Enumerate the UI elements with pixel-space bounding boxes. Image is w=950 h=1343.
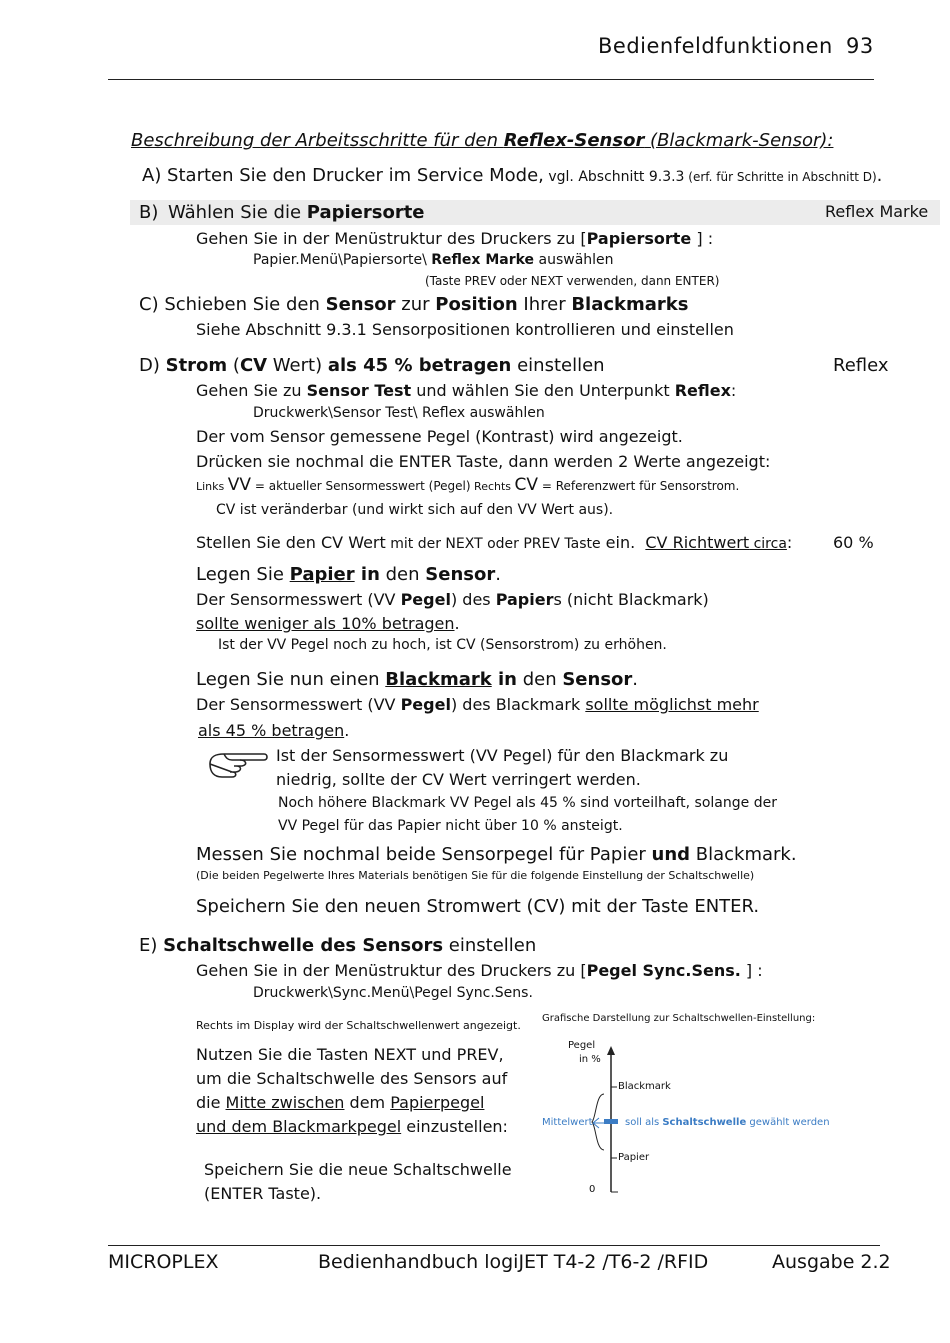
header-rule — [108, 79, 874, 80]
step-d-line5: Links VV = aktueller Sensormesswert (Pegel) Rechts CV = Referenzwert für Sensorstrom. — [196, 475, 740, 495]
header-title: Bedienfeldfunktionen — [598, 34, 833, 58]
step-e-save1: Speichern Sie die neue Schaltschwelle — [204, 1160, 512, 1179]
step-a: A) Starten Sie den Drucker im Service Mode, vgl. Abschnitt 9.3.3 (erf. für Schritte in Abschnitt D). — [142, 165, 883, 186]
note-line4: VV Pegel für das Papier nicht über 10 % ansteigt. — [278, 818, 623, 834]
step-b-line3: (Taste PREV oder NEXT verwenden, dann ENTER) — [425, 274, 720, 288]
measure-line2: (Die beiden Pegelwerte Ihres Materials benötigen Sie für die folgende Einstellung der Schaltschwelle) — [196, 869, 755, 882]
paper-heading: Legen Sie Papier in den Sensor. — [196, 564, 501, 585]
diagram-blackmark-label: Blackmark — [618, 1081, 671, 1092]
step-e-use4: und dem Blackmarkpegel einzustellen: — [196, 1117, 508, 1136]
step-b-line1: Gehen Sie in der Menüstruktur des Druckers zu [Papiersorte ] : — [196, 229, 714, 248]
diagram-zero: 0 — [589, 1184, 596, 1195]
step-b-title: Wählen Sie die Papiersorte — [168, 202, 425, 223]
footer-right: Ausgabe 2.2 — [772, 1251, 891, 1273]
step-d-right: Reflex — [833, 355, 889, 376]
diagram-axis-label-1: Pegel — [568, 1040, 596, 1051]
step-e-save2: (ENTER Taste). — [204, 1184, 322, 1203]
note-line3: Noch höhere Blackmark VV Pegel als 45 % sind vorteilhaft, solange der — [278, 795, 777, 811]
step-c-line1: Siehe Abschnitt 9.3.1 Sensorpositionen kontrollieren und einstellen — [196, 320, 734, 339]
step-b-right: Reflex Marke — [825, 202, 929, 221]
paper-line3: sollte weniger als 10% betragen. — [196, 614, 460, 633]
save-current-line: Speichern Sie den neuen Stromwert (CV) mit der Taste ENTER. — [196, 896, 760, 917]
step-e-title: E) Schaltschwelle des Sensors einstellen — [139, 935, 537, 956]
blackmark-heading: Legen Sie nun einen Blackmark in den Sensor. — [196, 669, 639, 690]
footer-rule — [108, 1245, 880, 1246]
step-e-line1: Gehen Sie in der Menüstruktur des Druckers zu [Pegel Sync.Sens. ] : — [196, 961, 763, 980]
measure-line1: Messen Sie nochmal beide Sensorpegel für Papier und Blackmark. — [196, 844, 797, 865]
step-d-line4: Drücken sie nochmal die ENTER Taste, dann werden 2 Werte angezeigt: — [196, 452, 771, 471]
step-d-line7-right: 60 % — [833, 533, 874, 552]
step-d-line7: Stellen Sie den CV Wert mit der NEXT oder PREV Taste ein. CV Richtwert circa: — [196, 533, 793, 552]
step-e-line2: Druckwerk\Sync.Menü\Pegel Sync.Sens. — [253, 985, 533, 1001]
paper-line2: Der Sensormesswert (VV Pegel) des Papiers (nicht Blackmark) — [196, 590, 709, 609]
step-d-line2: Druckwerk\Sensor Test\ Reflex auswählen — [253, 405, 545, 421]
note-line1: Ist der Sensormesswert (VV Pegel) für den Blackmark zu — [276, 746, 729, 765]
step-c-title: C) Schieben Sie den Sensor zur Position Ihrer Blackmarks — [139, 294, 689, 315]
footer-left: MICROPLEX — [108, 1251, 219, 1273]
blackmark-line3: als 45 % betragen. — [198, 721, 350, 740]
step-e-use3: die Mitte zwischen dem Papierpegel — [196, 1093, 485, 1112]
intro-heading: Beschreibung der Arbeitsschritte für den Reflex-Sensor (Blackmark-Sensor): — [131, 130, 834, 151]
step-e-use1: Nutzen Sie die Tasten NEXT und PREV, — [196, 1045, 504, 1064]
diagram-axis-label-2: in % — [579, 1054, 601, 1065]
step-d-title: D) Strom (CV Wert) als 45 % betragen einstellen — [139, 355, 605, 376]
footer-center: Bedienhandbuch logiJET T4-2 /T6-2 /RFID — [318, 1251, 709, 1273]
diagram-arrow-left-icon — [591, 1117, 605, 1129]
diagram-papier-label: Papier — [618, 1152, 650, 1163]
paper-line4: Ist der VV Pegel noch zu hoch, ist CV (Sensorstrom) zu erhöhen. — [218, 637, 667, 653]
diagram-mittelwert-label: Mittelwert — [542, 1117, 593, 1128]
pointing-hand-icon — [206, 748, 270, 780]
step-e-use2: um die Schaltschwelle des Sensors auf — [196, 1069, 508, 1088]
note-line2: niedrig, sollte der CV Wert verringert werden. — [276, 770, 641, 789]
step-d-line6: CV ist veränderbar (und wirkt sich auf den VV Wert aus). — [216, 502, 614, 518]
step-e-line3: Rechts im Display wird der Schaltschwellenwert angezeigt. — [196, 1019, 521, 1032]
step-b-line2: Papier.Menü\Papiersorte\ Reflex Marke auswählen — [253, 252, 614, 268]
diagram-threshold-label: soll als Schaltschwelle gewählt werden — [625, 1117, 830, 1128]
diagram-caption: Grafische Darstellung zur Schaltschwellen-Einstellung: — [542, 1013, 816, 1024]
step-d-line3: Der vom Sensor gemessene Pegel (Kontrast) wird angezeigt. — [196, 427, 683, 446]
step-b-label: B) — [139, 202, 159, 223]
step-d-line1: Gehen Sie zu Sensor Test und wählen Sie den Unterpunkt Reflex: — [196, 381, 737, 400]
page-number: 93 — [846, 34, 874, 58]
blackmark-line2: Der Sensormesswert (VV Pegel) des Blackmark sollte möglichst mehr — [196, 695, 759, 714]
